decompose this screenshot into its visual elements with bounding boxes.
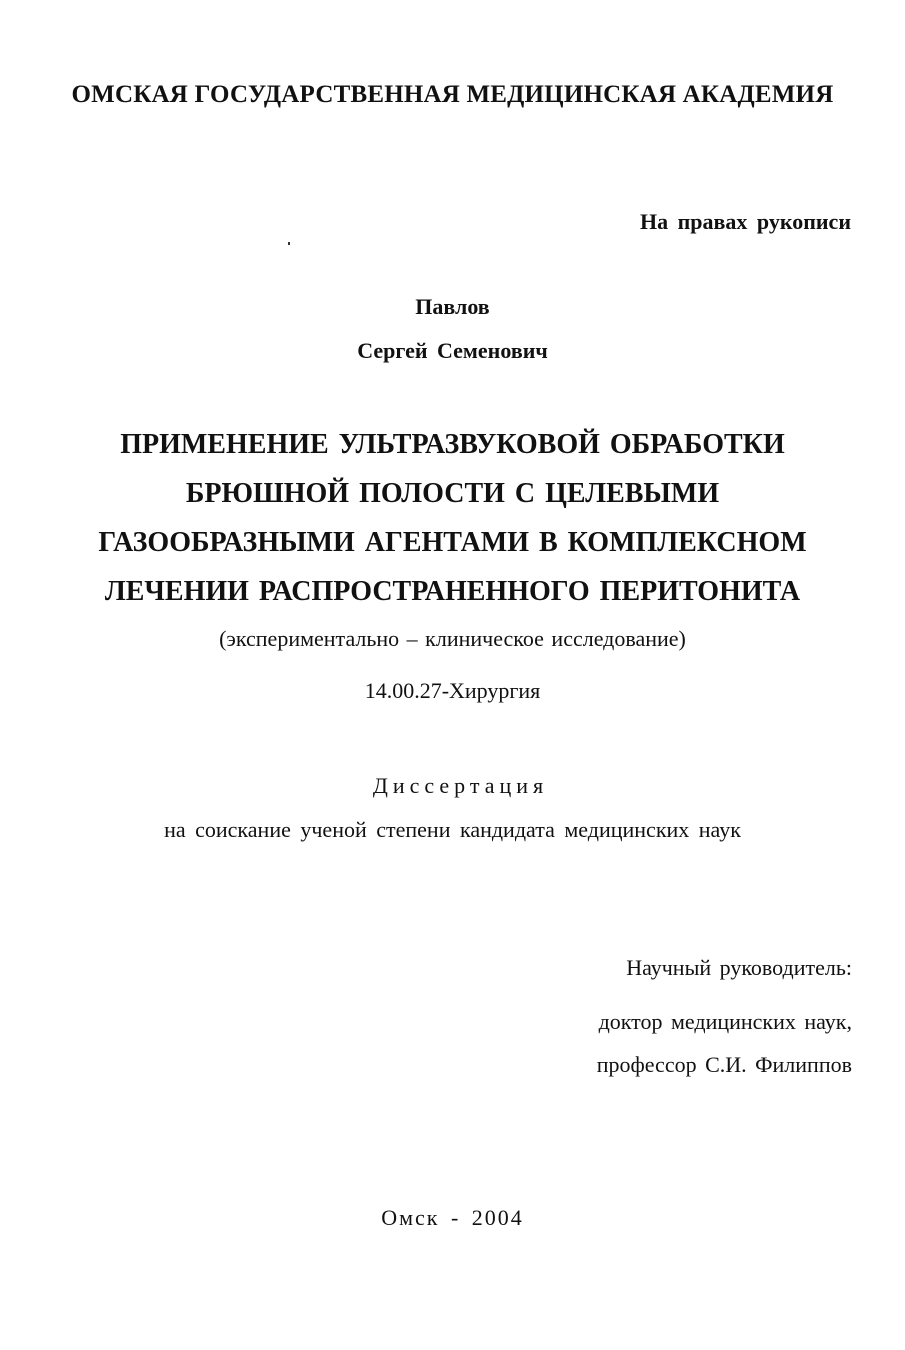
- supervisor-degree: доктор медицинских наук,: [598, 1009, 852, 1034]
- author-given-names: Сергей Семенович: [357, 338, 548, 363]
- dissertation-title: [0, 420, 905, 616]
- place-and-year: Омск - 2004: [381, 1205, 524, 1230]
- author-surname: Павлов: [415, 294, 490, 319]
- supervisor-heading: Научный руководитель:: [626, 955, 852, 980]
- document-type: Диссертация: [372, 773, 549, 798]
- manuscript-note: На правах рукописи: [639, 209, 851, 234]
- title-line-1: ПРИМЕНЕНИЕ УЛЬТРАЗВУКОВОЙ ОБРАБОТКИ: [120, 429, 785, 460]
- institution-name: ОМСКАЯ ГОСУДАРСТВЕННАЯ МЕДИЦИНСКАЯ АКАДЕМИЯ: [71, 81, 834, 108]
- degree-statement: на соискание ученой степени кандидата медицинских наук: [164, 817, 741, 842]
- scan-speck: [288, 242, 290, 245]
- specialty-code: 14.00.27-Хирургия: [364, 678, 541, 703]
- title-line-2: БРЮШНОЙ ПОЛОСТИ С ЦЕЛЕВЫМИ: [185, 478, 720, 509]
- title-subtitle: (экспериментально – клиническое исследование): [219, 626, 686, 651]
- supervisor-name: профессор С.И. Филиппов: [596, 1052, 852, 1077]
- title-line-3: ГАЗООБРАЗНЫМИ АГЕНТАМИ В КОМПЛЕКСНОМ: [98, 527, 807, 558]
- title-line-4: ЛЕЧЕНИИ РАСПРОСТРАНЕННОГО ПЕРИТОНИТА: [104, 576, 801, 607]
